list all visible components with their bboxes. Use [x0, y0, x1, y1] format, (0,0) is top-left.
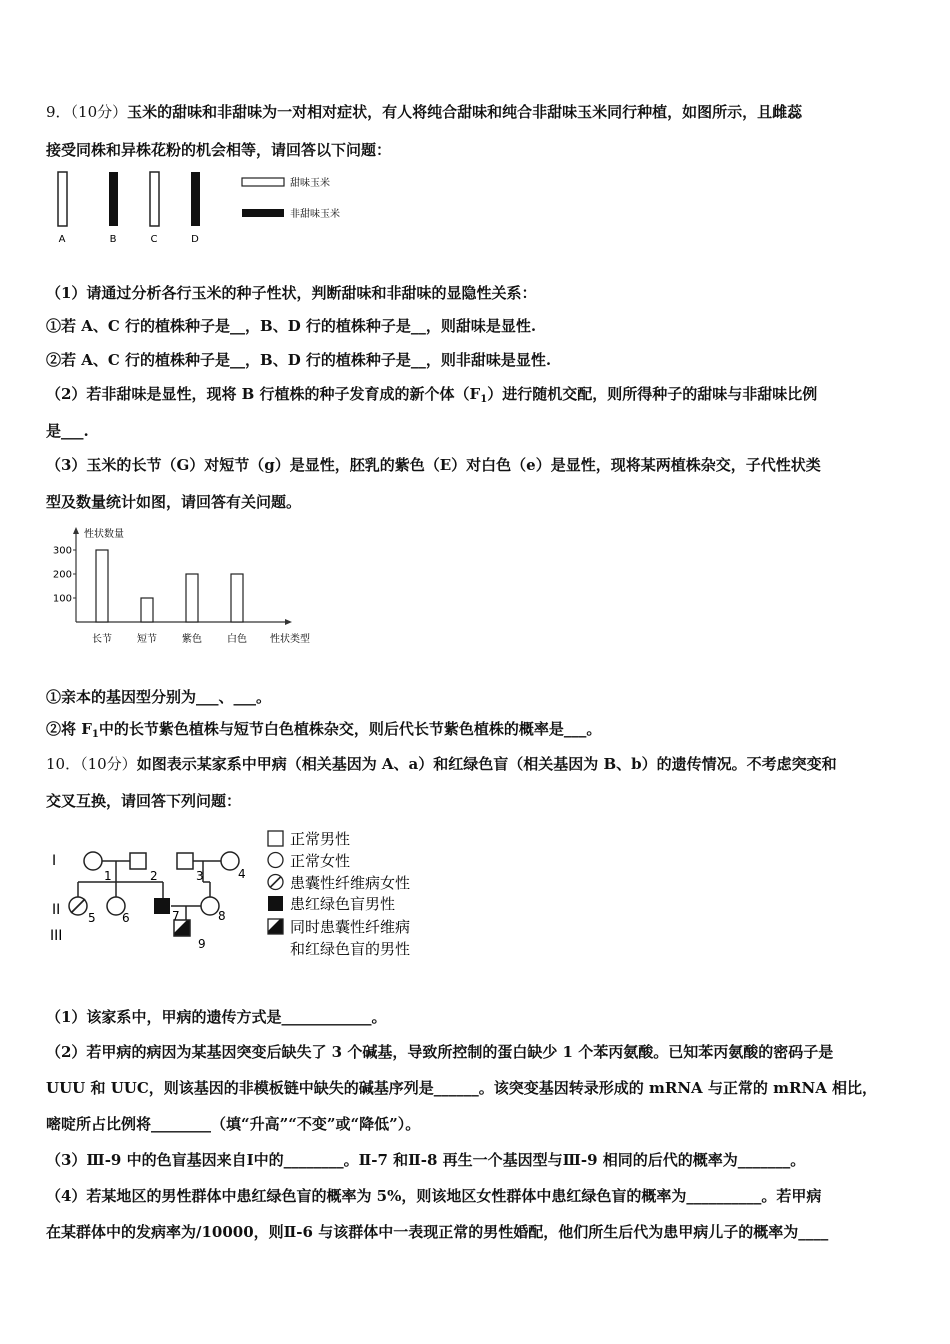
q9-part3-line-2: 型及数量统计如图，请回答有关问题。: [46, 493, 302, 511]
individual-8: [201, 897, 219, 915]
q9-part2-sub: 1: [480, 394, 488, 405]
legend-normal-male-symbol: [268, 831, 283, 846]
gen-label-3: III: [50, 928, 63, 944]
legend-both-male-symbol: [268, 919, 283, 934]
q10-part4-line-2: 在某群体中的发病率为/10000，则Ⅱ-6 与该群体中一表现正常的男性婚配，他们所生后代为患甲病儿子的概率为____: [46, 1223, 829, 1241]
y-tick-label-300: 300: [52, 545, 72, 557]
q9-line-1: [46, 102, 802, 122]
q10-part1: （1）该家系中，甲病的遗传方式是____________。: [46, 1008, 387, 1026]
q10-stem-1: 如图表示某家系中甲病（相关基因为 A、a）和红绿色盲（相关基因为 B、b）的遗传情况。不考虑突变和: [136, 755, 837, 773]
pedigree-figure: [46, 826, 446, 966]
individual-3: [177, 853, 193, 869]
num-7: 7: [172, 909, 180, 923]
q10-line-2: 交叉互换，请回答下列问题：: [46, 792, 242, 810]
q9-part1: （1）请通过分析各行玉米的种子性状，判断甜味和非甜味的显隐性关系：: [46, 284, 537, 302]
q9-line-2: 接受同株和异株花粉的机会相等，请回答以下问题：: [46, 141, 392, 159]
trait-bar-chart: [46, 524, 326, 650]
chart-x-label: 性状类型: [270, 634, 310, 645]
legend-normal-male: 正常男性: [290, 830, 351, 848]
y-tick-label-100: 100: [52, 593, 72, 605]
category-label-0: 长节: [92, 634, 112, 645]
q9-part1-a: ①若 A、C 行的植株种子是__，B、D 行的植株种子是__，则甜味是显性.: [46, 317, 537, 335]
num-4: 4: [238, 867, 246, 881]
legend-normal-female: 正常女性: [290, 852, 351, 870]
row-label-d: D: [191, 234, 199, 245]
q9-part3-q2-pre: ②将 F: [46, 720, 92, 738]
row-label-a: A: [58, 234, 66, 245]
category-label-1: 短节: [137, 634, 157, 645]
legend-sweet-swatch: [242, 178, 284, 186]
q9-part2-pre: （2）若非甜味是显性，现将 B 行植株的种子发育成的新个体（F: [46, 385, 481, 403]
q10-part4-line-1: （4）若某地区的男性群体中患红绿色盲的概率为 5%，则该地区女性群体中患红绿色盲的概率为__________。若甲病: [46, 1187, 822, 1205]
q9-part3-line-1: （3）玉米的长节（G）对短节（g）是显性，胚乳的紫色（E）对白色（e）是显性，现将某两植株杂交，子代性状类: [46, 456, 821, 474]
q9-part3-q2-sub: 1: [91, 729, 99, 740]
gen-label-2: II: [52, 902, 61, 918]
row-label-c: C: [150, 234, 158, 245]
legend-affected-female: 患囊性纤维病女性: [290, 874, 411, 892]
row-b-nonsweet: [109, 172, 118, 226]
row-d-nonsweet: [191, 172, 200, 226]
q10-part2-line-3: 嘧啶所占比例将________（填“升高”“不变”或“降低”）。: [46, 1115, 421, 1133]
individual-7: [154, 898, 170, 914]
q10-part3: （3）Ⅲ-9 中的色盲基因来自Ⅰ中的________。Ⅱ-7 和Ⅱ-8 再生一个基因型与Ⅲ-9 相同的后代的概率为_______。: [46, 1151, 806, 1169]
legend-affected-female-symbol: [268, 875, 283, 890]
row-c-sweet: [150, 172, 159, 226]
num-8: 8: [218, 909, 226, 923]
num-1: 1: [104, 869, 112, 883]
chart-x-arrow: [285, 619, 292, 625]
legend-colorblind-male: 患红绿色盲男性: [290, 895, 396, 913]
legend-normal-female-symbol: [268, 853, 283, 868]
num-9: 9: [198, 937, 206, 951]
legend-both-male-2: 和红绿色盲的男性: [290, 940, 411, 958]
category-label-2: 紫色: [182, 634, 202, 645]
individual-2: [130, 853, 146, 869]
corn-rows-figure: [52, 168, 352, 250]
individual-1: [84, 852, 102, 870]
chart-y-label: 性状数量: [84, 529, 124, 540]
legend-sweet-label: 甜味玉米: [290, 178, 330, 189]
q9-part2-post: ）进行随机交配，则所得种子的甜味与非甜味比例: [487, 385, 818, 403]
individual-4: [221, 852, 239, 870]
q9-part3-q2-post: 中的长节紫色植株与短节白色植株杂交，则后代长节紫色植株的概率是___。: [98, 720, 602, 738]
y-tick-label-200: 200: [52, 569, 72, 581]
q10-part2-line-2: UUU 和 UUC，则该基因的非模板链中缺失的碱基序列是______。该突变基因转录形成的 mRNA 与正常的 mRNA 相比，: [46, 1079, 878, 1097]
legend-colorblind-male-symbol: [268, 896, 283, 911]
q9-number: 9．（10分）: [46, 103, 128, 121]
num-6: 6: [122, 911, 130, 925]
row-a-sweet: [58, 172, 67, 226]
q9-part1-b: ②若 A、C 行的植株种子是__，B、D 行的植株种子是__，则非甜味是显性.: [46, 351, 552, 369]
category-label-3: 白色: [227, 634, 247, 645]
gen-label-1: I: [52, 853, 57, 869]
q9-stem-1: 玉米的甜味和非甜味为一对相对症状，有人将纯合甜味和纯合非甜味玉米同行种植，如图所示，且雌蕊: [127, 103, 803, 121]
row-label-b: B: [109, 234, 117, 245]
q9-part3-q1: ①亲本的基因型分别为___、___。: [46, 688, 272, 706]
legend-both-male-1: 同时患囊性纤维病: [290, 918, 411, 936]
legend-nonsweet-swatch: [242, 209, 284, 217]
individual-5: [69, 897, 87, 915]
bar-0: [96, 550, 108, 622]
num-2: 2: [150, 869, 158, 883]
q9-part2-line-1: [46, 384, 817, 410]
num-5: 5: [88, 911, 96, 925]
q10-part2-line-1: （2）若甲病的病因为某基因突变后缺失了 3 个碱基，导致所控制的蛋白缺少 1 个苯丙氨酸。已知苯丙氨酸的密码子是: [46, 1043, 834, 1061]
q10-line-1: [46, 754, 837, 774]
q10-number: 10．（10分）: [46, 755, 137, 773]
q9-part2-line-2: 是___.: [46, 422, 89, 440]
legend-nonsweet-label: 非甜味玉米: [290, 209, 340, 220]
bar-2: [186, 574, 198, 622]
bar-1: [141, 598, 153, 622]
bar-3: [231, 574, 243, 622]
q9-part3-q2: [46, 719, 601, 745]
chart-y-arrow: [73, 527, 79, 534]
num-3: 3: [196, 869, 204, 883]
